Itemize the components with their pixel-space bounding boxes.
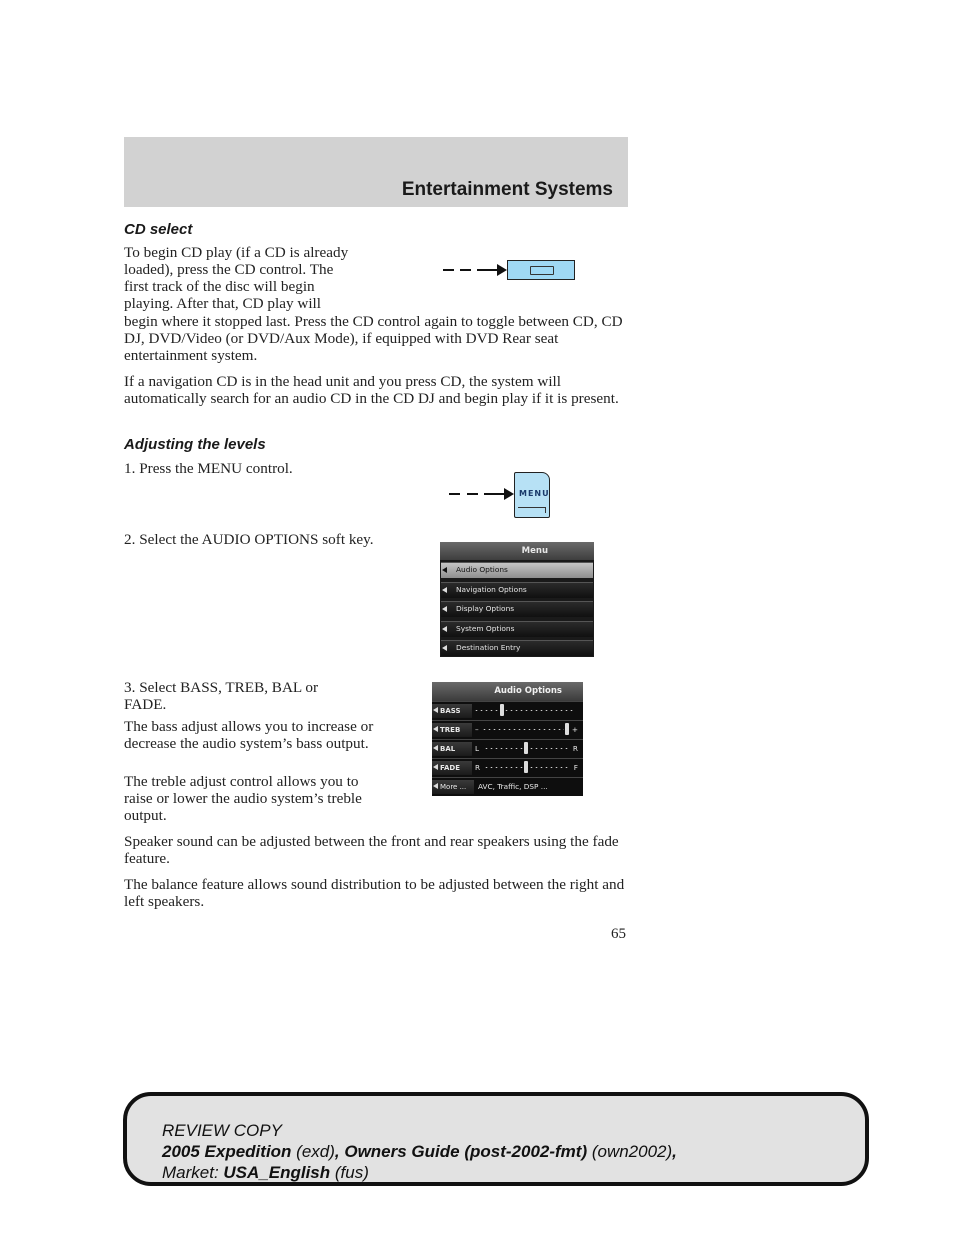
more-value: AVC, Traffic, DSP ...	[478, 782, 548, 791]
audio-options-title: Audio Options	[432, 682, 583, 701]
treble-description: The treble adjust control allows you to raise or lower the audio system’s treble output.	[124, 773, 362, 824]
menu-item-label: Display Options	[456, 604, 515, 613]
menu-button-bevel	[518, 507, 546, 513]
arrow-right-icon	[504, 488, 514, 500]
cd-intro-line: playing. After that, CD play will	[124, 295, 321, 312]
arrow-dash	[460, 269, 471, 271]
step-3: 3. Select BASS, TREB, BAL or FADE.	[124, 679, 319, 713]
cd-button-icon	[507, 260, 575, 280]
arrow-dash	[467, 493, 478, 495]
fade-description: Speaker sound can be adjusted between the front and rear speakers using the fade feature.	[124, 833, 619, 867]
fade-slider-knob[interactable]	[524, 761, 528, 773]
arrow-dash	[449, 493, 460, 495]
bass-slider-knob[interactable]	[500, 704, 504, 716]
arrow-dash	[477, 269, 497, 271]
arrow-right-icon	[497, 264, 507, 276]
header-band	[124, 137, 628, 207]
balance-description: The balance feature allows sound distribution to be adjusted between the right and left speakers.	[124, 876, 625, 910]
step-1: 1. Press the MENU control.	[124, 460, 293, 477]
audio-row-more	[432, 777, 583, 796]
more-key[interactable]: More ...	[432, 780, 474, 794]
treb-slider-knob[interactable]	[565, 723, 569, 735]
footer-line-1: REVIEW COPY	[162, 1121, 282, 1140]
triangle-left-icon	[433, 707, 438, 713]
menu-item-label: Audio Options	[456, 565, 508, 574]
review-copy-footer	[123, 1092, 869, 1186]
audio-row-treb: TREB – +	[432, 720, 583, 739]
nav-cd-paragraph: If a navigation CD is in the head unit and you press CD, the system will automatically search for an audio CD in the CD DJ and begin play if it is present.	[124, 373, 619, 407]
bass-description: The bass adjust allows you to increase or decrease the audio system’s bass output.	[124, 718, 374, 752]
triangle-left-icon	[442, 567, 447, 573]
cd-select-paragraph: begin where it stopped last. Press the CD control again to toggle between CD, CD DJ, DVD/Video (or DVD/Aux Mode), if equipped with DVD Rear seat entertainment system.	[124, 313, 623, 364]
menu-item-label: System Options	[456, 624, 515, 633]
audio-options-screen	[432, 682, 583, 796]
cd-select-heading: CD select	[124, 221, 193, 238]
menu-screen-title: Menu	[440, 542, 594, 560]
footer-line-2: 2005 Expedition (exd), Owners Guide (post-2002-fmt) (own2002),	[162, 1142, 677, 1161]
triangle-left-icon	[442, 645, 447, 651]
menu-item-audio-options[interactable]	[441, 562, 593, 578]
treb-scale	[482, 729, 564, 730]
menu-button-icon	[514, 472, 550, 518]
menu-item-destination-entry[interactable]	[441, 640, 593, 656]
triangle-left-icon	[442, 606, 447, 612]
footer-line-3: Market: USA_English (fus)	[162, 1163, 369, 1182]
menu-item-label: Navigation Options	[456, 585, 527, 594]
cd-intro-line: loaded), press the CD control. The	[124, 261, 334, 278]
bal-slider-knob[interactable]	[524, 742, 528, 754]
cd-intro-line: To begin CD play (if a CD is already	[124, 244, 349, 261]
cd-intro-line: first track of the disc will begin	[124, 278, 315, 295]
menu-item-display-options[interactable]	[441, 601, 593, 617]
triangle-left-icon	[433, 764, 438, 770]
bal-key[interactable]: BAL	[432, 742, 472, 756]
menu-item-navigation-options[interactable]	[441, 582, 593, 598]
triangle-left-icon	[433, 783, 438, 789]
menu-item-system-options[interactable]	[441, 621, 593, 637]
cd-select-intro	[124, 244, 384, 312]
step-2: 2. Select the AUDIO OPTIONS soft key.	[124, 531, 374, 548]
arrow-dash	[443, 269, 454, 271]
page-number: 65	[611, 926, 626, 942]
bass-scale	[474, 710, 574, 711]
menu-item-label: Destination Entry	[456, 643, 521, 652]
menu-screen	[440, 542, 594, 657]
adjusting-levels-heading: Adjusting the levels	[124, 436, 266, 453]
audio-row-fade: FADE R F	[432, 758, 583, 777]
fade-key[interactable]: FADE	[432, 761, 472, 775]
triangle-left-icon	[442, 587, 447, 593]
treb-key[interactable]: TREB	[432, 723, 472, 737]
triangle-left-icon	[433, 745, 438, 751]
menu-button-label: MENU	[519, 489, 550, 498]
bass-key[interactable]: BASS	[432, 704, 472, 718]
section-title: Entertainment Systems	[401, 179, 613, 200]
audio-row-bal: BAL L R	[432, 739, 583, 758]
arrow-dash	[484, 493, 504, 495]
triangle-left-icon	[433, 726, 438, 732]
cd-slot-icon	[530, 266, 554, 275]
triangle-left-icon	[442, 626, 447, 632]
audio-row-bass	[432, 701, 583, 720]
